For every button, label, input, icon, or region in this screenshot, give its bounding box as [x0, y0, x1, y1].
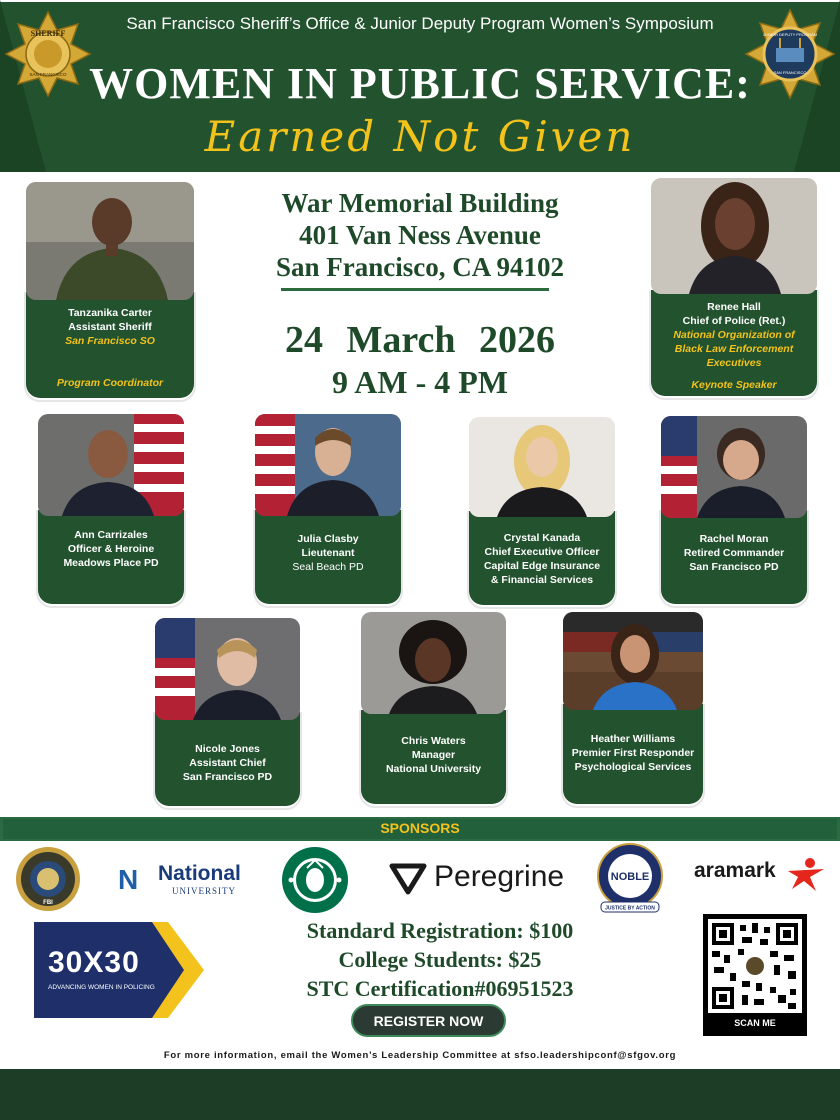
speaker-org: San Francisco PD [182, 771, 273, 783]
peregrine-logo [388, 858, 578, 898]
fbi-seal-logo [15, 846, 81, 912]
speaker-photo [26, 182, 194, 300]
header-banner [0, 0, 840, 172]
aramark-star-person-icon [786, 855, 826, 893]
svg-text:SAN FRANCISCO: SAN FRANCISCO [773, 70, 807, 75]
aramark-name: aramark [694, 859, 776, 882]
speaker-name: Nicole Jones [195, 743, 260, 755]
national-university-logo [118, 862, 248, 898]
junior-deputy-badge-logo [744, 8, 832, 96]
speaker-title: Retired Commander [683, 547, 785, 559]
sheriff-badge-logo [4, 10, 92, 98]
svg-text:SAN FRANCISCO: SAN FRANCISCO [29, 72, 67, 77]
speaker-org: Seal Beach PD [292, 561, 364, 573]
speaker-card-moran [661, 416, 807, 608]
register-now-button[interactable]: REGISTER NOW [351, 1004, 506, 1037]
thirty-by-thirty-logo [34, 922, 204, 1018]
speaker-title: Chief Executive Officer [484, 546, 600, 558]
header-top-line [0, 0, 840, 2]
venue-city: San Francisco, CA 94102 [275, 252, 564, 282]
peregrine-shield-icon [388, 858, 428, 898]
event-subtitle: Earned Not Given [204, 112, 636, 161]
qr-scan-label: SCAN ME [734, 1018, 776, 1028]
speaker-title: Chief of Police (Ret.) [682, 315, 786, 327]
student-registration-price: College Students: $25 [338, 947, 542, 972]
speaker-title: Assistant Chief [189, 757, 266, 769]
national-university-sub: UNIVERSITY [172, 886, 236, 896]
svg-text:SHERIFF: SHERIFF [30, 29, 66, 38]
speaker-org: San Francisco PD [689, 561, 779, 573]
starbucks-logo [281, 846, 349, 914]
speaker-photo [361, 612, 506, 714]
event-title: WOMEN IN PUBLIC SERVICE: [89, 59, 751, 108]
svg-text:FBI: FBI [43, 900, 53, 906]
svg-text:NOBLE: NOBLE [610, 871, 650, 883]
speaker-title: Manager [411, 749, 456, 761]
speaker-title: Lieutenant [301, 547, 355, 559]
speaker-org-line1: Capital Edge Insurance [483, 560, 601, 572]
speaker-photo [469, 417, 615, 517]
national-university-mark: N [118, 864, 139, 895]
speaker-photo [563, 612, 703, 710]
sponsors-heading: SPONSORS [380, 820, 460, 836]
speaker-org: San Francisco SO [65, 335, 155, 347]
speaker-card-waters [361, 612, 506, 808]
speaker-org: Meadows Place PD [63, 557, 159, 569]
speaker-title: Assistant Sheriff [68, 321, 152, 333]
speaker-card-williams [563, 612, 703, 808]
speaker-card-hall [651, 178, 817, 398]
speaker-org: National Organization of Black Law Enforcement Executives [673, 329, 795, 369]
speaker-photo [38, 414, 184, 516]
standard-registration-price: Standard Registration: $100 [306, 918, 574, 943]
speaker-title: Officer & Heroine [67, 543, 155, 555]
contact-info: For more information, email the Women’s Leadership Committee at sfso.leadershipconf@sfgov.org [163, 1050, 677, 1061]
speaker-name: Renee Hall [707, 301, 761, 313]
venue-name: War Memorial Building [281, 188, 559, 218]
aramark-logo [690, 855, 830, 895]
speaker-name: Heather Williams [590, 733, 676, 745]
thirty-by-thirty-subtitle: ADVANCING WOMEN IN POLICING [48, 984, 155, 991]
svg-text:JUSTICE BY ACTION: JUSTICE BY ACTION [605, 905, 655, 912]
speaker-photo [661, 416, 807, 518]
speaker-card-carter [26, 182, 194, 400]
venue-divider [281, 288, 549, 291]
speaker-name: Chris Waters [401, 735, 466, 747]
noble-logo [595, 842, 665, 916]
registration-qr-code[interactable] [703, 914, 807, 1036]
qr-code-icon [708, 919, 802, 1013]
speaker-name: Ann Carrizales [74, 529, 148, 541]
speaker-card-kanada [469, 417, 615, 609]
svg-text:JUNIOR DEPUTY PROGRAM: JUNIOR DEPUTY PROGRAM [763, 32, 817, 37]
thirty-by-thirty-title: 30X30 [48, 946, 140, 979]
speaker-card-clasby [255, 414, 401, 608]
speaker-org-line2: & Financial Services [490, 574, 594, 586]
speaker-photo [651, 178, 817, 294]
speaker-name: Julia Clasby [297, 533, 359, 545]
event-time: 9 AM - 4 PM [332, 364, 508, 400]
speaker-org: National University [385, 763, 482, 775]
speaker-role: Program Coordinator [56, 377, 164, 389]
speaker-role: Keynote Speaker [691, 379, 777, 391]
speaker-title: Premier First Responder [571, 747, 695, 759]
speaker-name: Crystal Kanada [503, 532, 581, 544]
national-university-name: National [158, 862, 241, 885]
speaker-name: Tanzanika Carter [68, 307, 152, 319]
stc-certification: STC Certification#06951523 [306, 976, 574, 1001]
speaker-name: Rachel Moran [699, 533, 769, 545]
speaker-photo [155, 618, 300, 720]
peregrine-name: Peregrine [434, 860, 565, 893]
footer-bar [0, 1069, 840, 1120]
speaker-card-carrizales [38, 414, 184, 608]
organizer-line: San Francisco Sheriff’s Office & Junior Deputy Program Women’s Symposium [126, 14, 714, 33]
speaker-card-jones [155, 618, 300, 810]
event-date: 24 March 2026 [284, 319, 556, 361]
speaker-org: Psychological Services [574, 761, 692, 773]
venue-street: 401 Van Ness Avenue [299, 220, 541, 250]
speaker-photo [255, 414, 401, 516]
